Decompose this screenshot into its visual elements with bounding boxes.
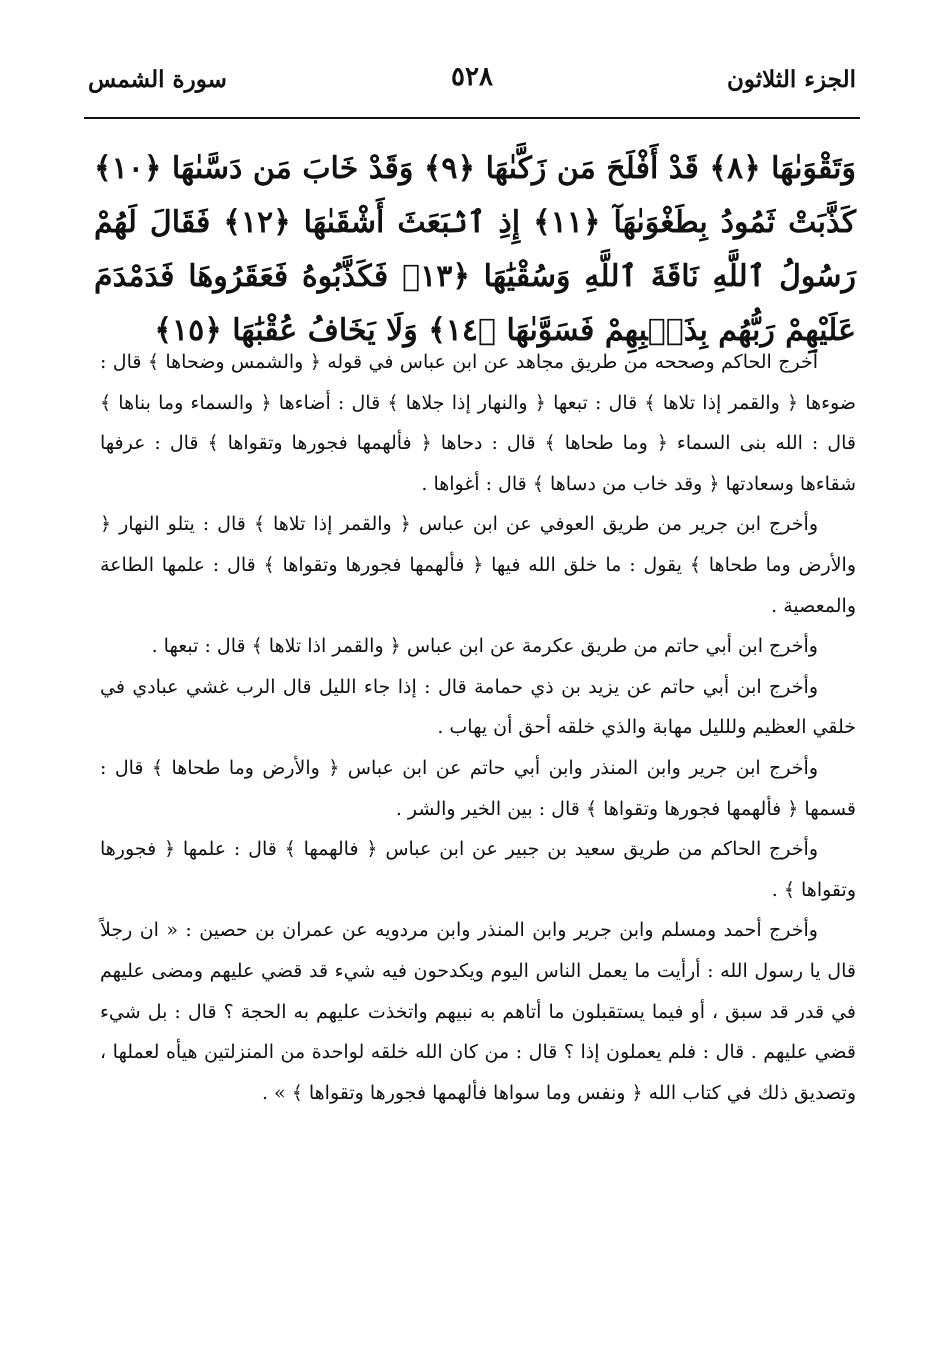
- commentary-paragraph: وأخرج ابن جرير وابن المنذر وابن أبي حاتم عن ابن عباس ﴿ والأرض وما طحاها ﴾ قال : قسمها ﴿ فألهمها فجورها وتقواها ﴾ قال : بين الخير والشر .: [100, 756, 856, 820]
- commentary-paragraph: وأخرج أحمد ومسلم وابن جرير وابن المنذر وابن مردويه عن عمران بن حصين : « ان رجلاً قال يا رسول الله : أرأيت ما يعمل الناس اليوم ويكدحون فيه شيء قد قضي عليهم ومضى عليهم في قدر قد سبق ، أو فيما يستقبلون ما أتاهم به نبيهم واتخذت عليهم به الحجة ؟ قال : بل شيء قضي عليهم . قال : فلم يعملون إذا ؟ قال : من كان الله خلقه لواحدة من المنزلتين هيأه لعملها ، وتصديق ذلك في كتاب الله ﴿ ونفس وما سواها فألهمها فجورها وتقواها ﴾ » .: [100, 919, 856, 1104]
- quran-verses: وَتَقْوَىٰهَا ﴿٨﴾ قَدْ أَفْلَحَ مَن زَكَّىٰهَا ﴿٩﴾ وَقَدْ خَابَ مَن دَسَّىٰهَا ﴿١٠﴾ كَذَّبَتْ ثَمُودُ بِطَغْوَىٰهَآ ﴿١١﴾ إِذِ ٱنۢبَعَثَ أَشْقَىٰهَا ﴿١٢﴾ فَقَالَ لَهُمْ رَسُولُ ٱللَّهِ نَاقَةَ ٱللَّهِ وَسُقْيَٰهَا ﴿١٣﴾ فَكَذَّبُوهُ فَعَقَرُوهَا فَدَمْدَمَ عَلَيْهِمْ رَبُّهُم بِذَنۢبِهِمْ فَسَوَّىٰهَا ﴿١٤﴾ وَلَا يَخَافُ عُقْبَٰهَا ﴿١٥﴾: [94, 151, 857, 348]
- commentary-paragraph: وأخرج ابن جرير من طريق العوفي عن ابن عباس ﴿ والقمر إذا تلاها ﴾ قال : يتلو النهار ﴿ والأرض وما طحاها ﴾ يقول : ما خلق الله فيها ﴿ فألهمها فجورها وتقواها ﴾ قال : علمها الطاعة والمعصية .: [100, 513, 856, 617]
- surah-title: سورة الشمس: [88, 66, 227, 93]
- commentary-text: [100, 342, 856, 1113]
- page-number: ٥٢٨: [451, 62, 493, 92]
- commentary-paragraph: وأخرج ابن أبي حاتم عن يزيد بن ذي حمامة قال : إذا جاء الليل قال الرب غشي عبادي في خلقي العظيم وللليل مهابة والذي خلقه أحق أن يهاب .: [100, 675, 856, 739]
- part-title: الجزء الثلاثون: [727, 66, 856, 93]
- commentary-paragraph: وأخرج الحاكم من طريق سعيد بن جبير عن ابن عباس ﴿ فالهمها ﴾ قال : علمها ﴿ فجورها وتقواها ﴾ .: [100, 838, 856, 901]
- commentary-paragraph: وأخرج ابن أبي حاتم من طريق عكرمة عن ابن عباس ﴿ والقمر اذا تلاها ﴾ قال : تبعها .: [151, 635, 818, 658]
- page-header: [88, 62, 856, 106]
- commentary-paragraph: أخرج الحاكم وصححه من طريق مجاهد عن ابن عباس في قوله ﴿ والشمس وضحاها ﴾ قال : ضوءها ﴿ والقمر إذا تلاها ﴾ قال : تبعها ﴿ والنهار إذا جلاها ﴾ قال : أضاءها ﴿ والسماء وما بناها ﴾ قال : الله بنى السماء ﴿ وما طحاها ﴾ قال : دحاها ﴿ فألهمها فجورها وتقواها ﴾ قال : عرفها شقاءها وسعادتها ﴿ وقد خاب من دساها ﴾ قال : أغواها .: [100, 351, 856, 495]
- header-divider: [84, 117, 860, 119]
